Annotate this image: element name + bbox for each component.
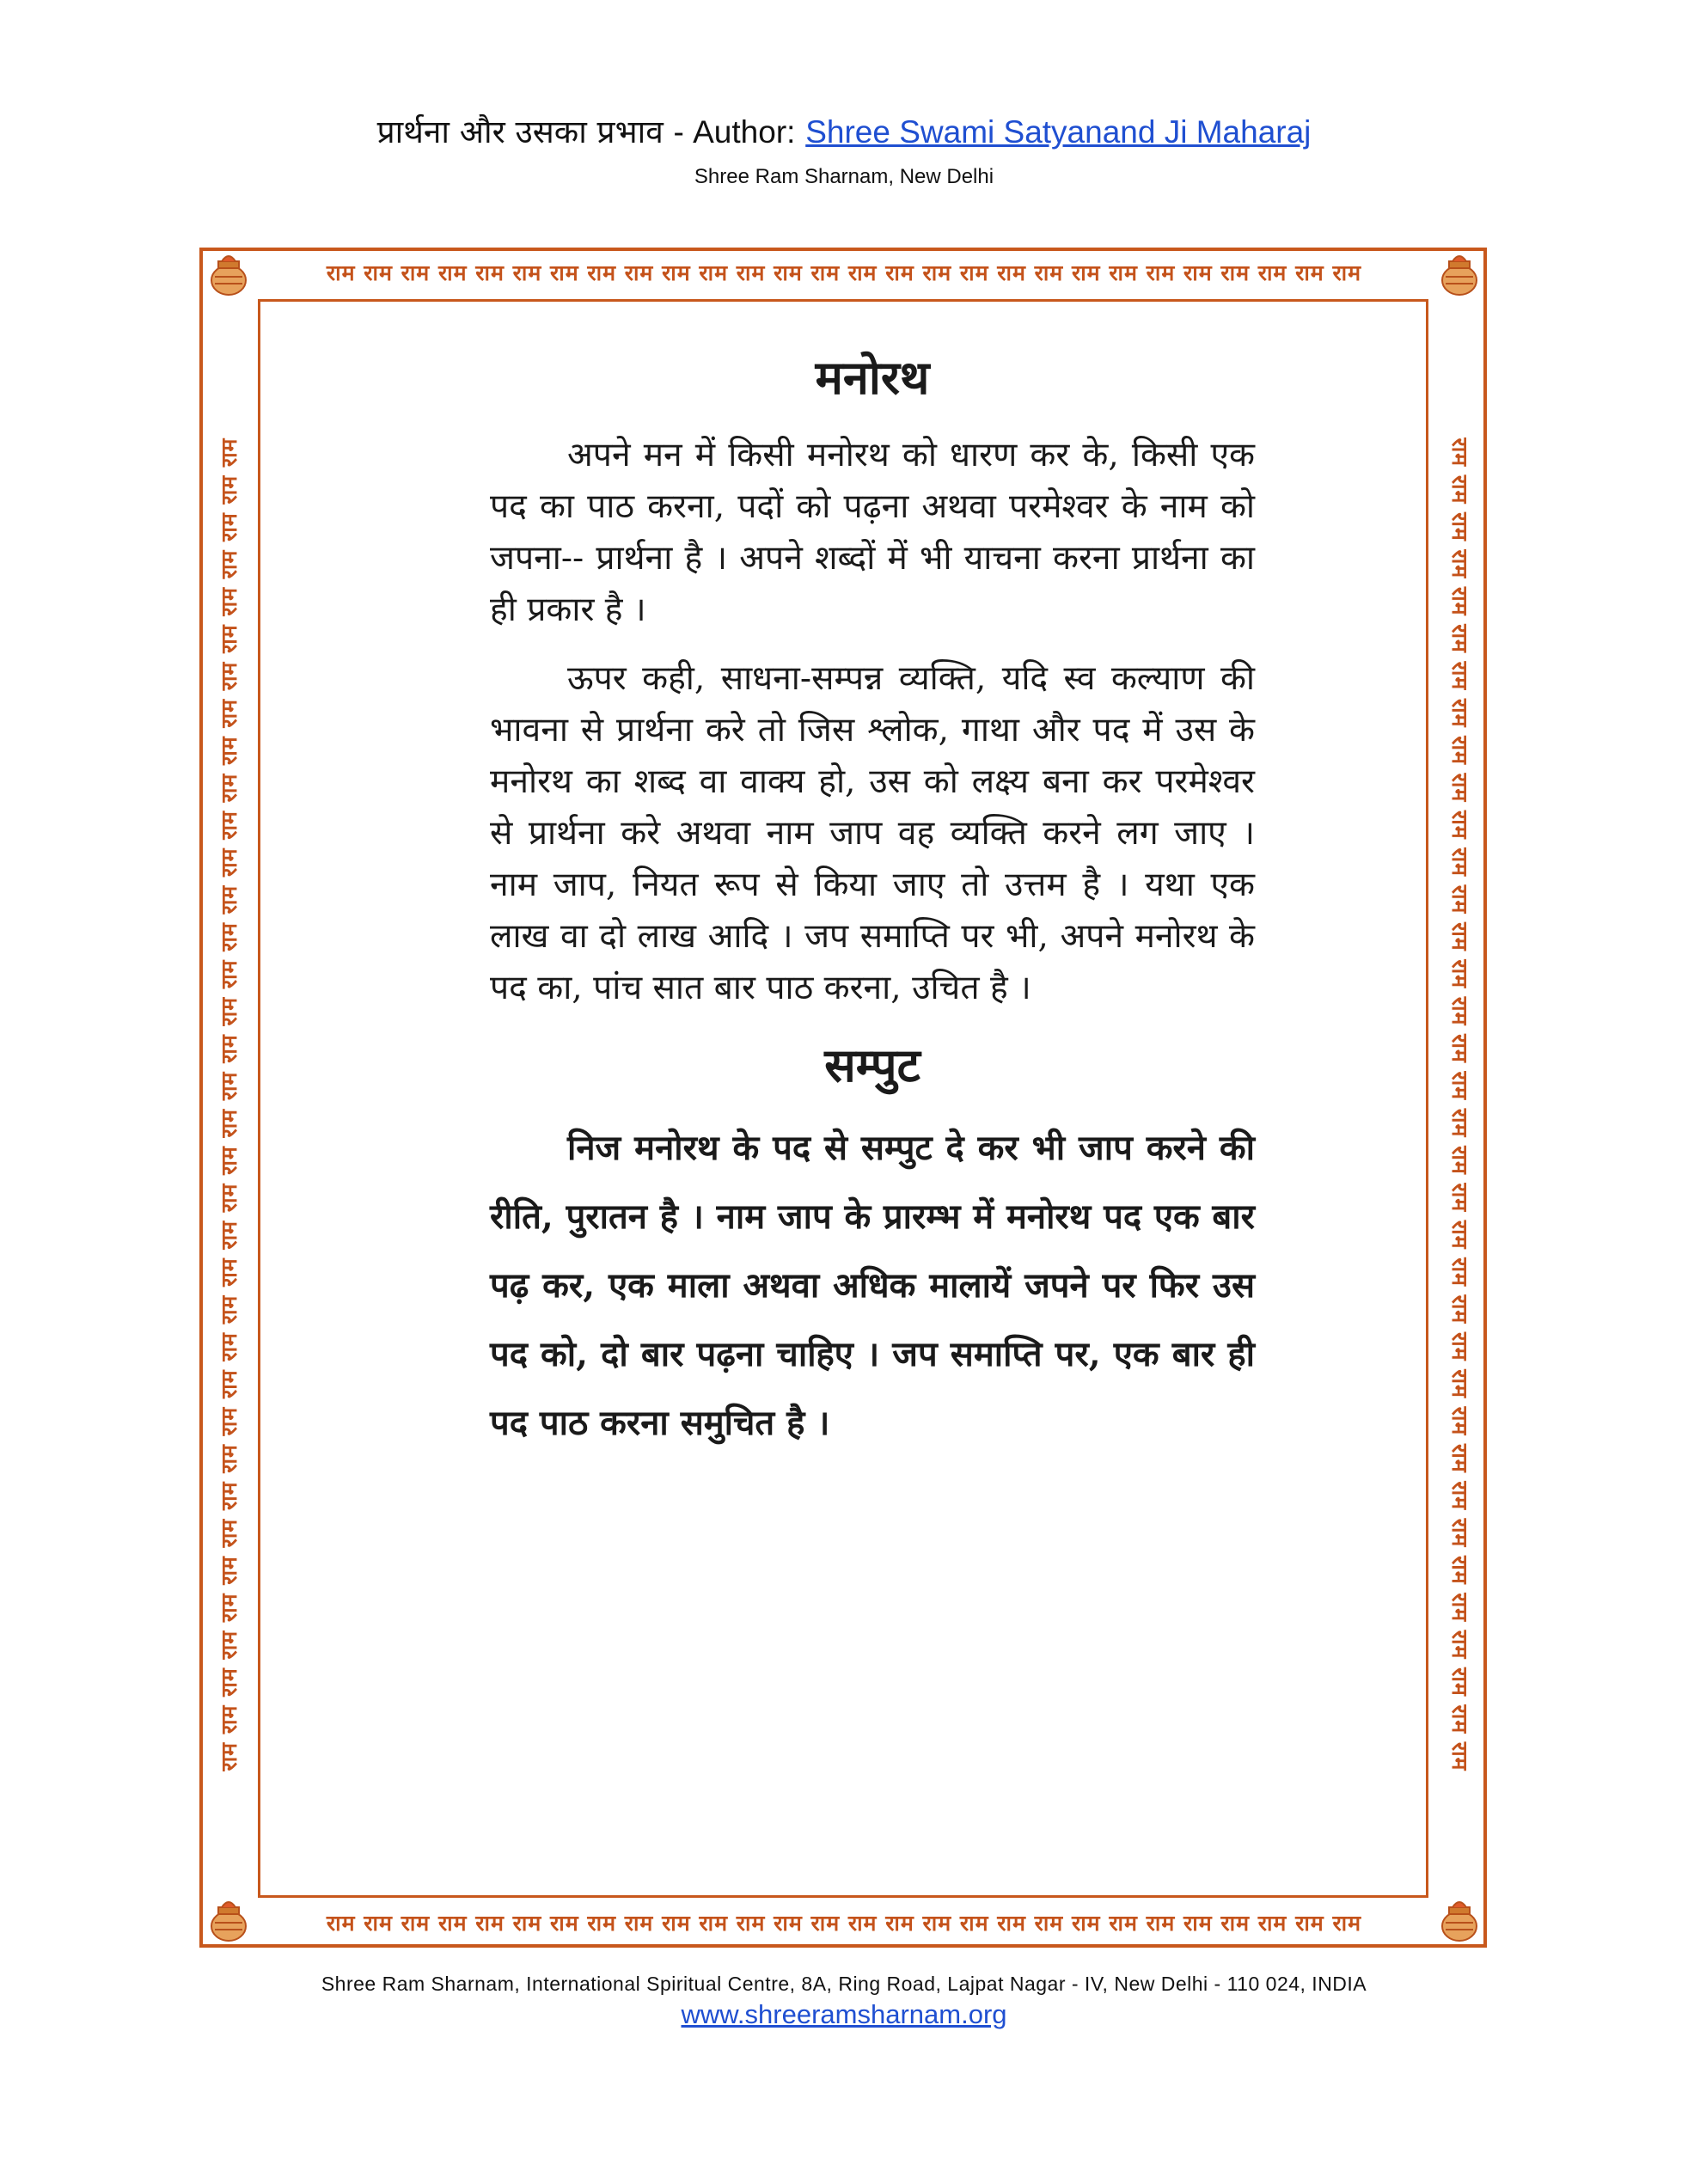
title-hindi: प्रार्थना और उसका प्रभाव — [376, 113, 664, 150]
kalash-icon — [203, 249, 254, 301]
website-link[interactable]: www.shreeramsharnam.org — [681, 1999, 1007, 2029]
paragraph-1: अपने मन में किसी मनोरथ को धारण कर के, किसी एक पद का पाठ करना, पदों को पढ़ना अथवा परमेश्वर के नाम को जपना-- प्रार्थना है । अपने शब्दों में भी याचना करना प्रार्थना का ही प्रकार है । — [490, 436, 1255, 629]
paragraph-2: ऊपर कही, साधना-सम्पन्न व्यक्ति, यदि स्व कल्याण की भावना से प्रार्थना करे तो जिस श्लोक, गाथा और पद में उस के मनोरथ का शब्द वा वाक्य हो, उस को लक्ष्य बना कर परमेश्वर से प्रार्थना करे अथवा नाम जाप वह व्यक्ति करने लग जाए । नाम जाप, नियत रूप से किया जाए तो उत्तम है । यथा एक लाख वा दो लाख आदि । जप समाप्ति पर भी, अपने मनोरथ के पद का, पांच सात बार पाठ करना, उचित है । — [490, 659, 1255, 1007]
kalash-icon — [1434, 249, 1485, 301]
border-text-right — [1436, 327, 1483, 1882]
page-footer — [0, 1973, 1688, 2030]
paragraph-3: निज मनोरथ के पद से सम्पुट दे कर भी जाप करने की रीति, पुरातन है । नाम जाप के प्रारम्भ में मनोरथ पद एक बार पढ़ कर, एक माला अथवा अधिक मालायें जपने पर फिर उस पद को, दो बार पढ़ना चाहिए । जप समाप्ति पर, एक बार ही पद पाठ करना समुचित है । — [490, 1128, 1255, 1443]
border-text-top: राम राम राम राम राम राम राम राम राम राम राम राम राम राम राम राम राम राम राम राम राम राम राम राम राम राम राम राम — [326, 260, 1362, 285]
kalash-icon — [1434, 1895, 1485, 1947]
border-text-left — [206, 327, 253, 1882]
page-header — [0, 112, 1688, 189]
section-heading-samput: सम्पुट — [824, 1037, 920, 1092]
border-text-right-label: राम राम राम राम राम राम राम राम राम राम राम राम राम राम राम राम राम राम राम राम राम राम राम राम राम राम राम राम राम राम राम राम राम राम राम राम — [1447, 437, 1472, 1771]
border-text-left-label: राम राम राम राम राम राम राम राम राम राम राम राम राम राम राम राम राम राम राम राम राम राम राम राम राम राम राम राम राम राम राम राम राम राम राम राम — [217, 437, 242, 1771]
border-text-bottom: राम राम राम राम राम राम राम राम राम राम राम राम राम राम राम राम राम राम राम राम राम राम राम राम राम राम राम राम — [326, 1911, 1362, 1936]
section-heading-manorath: मनोरथ — [815, 350, 930, 405]
kalash-icon — [203, 1895, 254, 1947]
author-prefix: - Author: — [673, 114, 796, 150]
document-title — [0, 112, 1688, 153]
author-link[interactable]: Shree Swami Satyanand Ji Maharaj — [805, 114, 1312, 150]
scripture-content — [490, 344, 1255, 1475]
header-subtitle: Shree Ram Sharnam, New Delhi — [694, 165, 994, 188]
footer-address: Shree Ram Sharnam, International Spiritual Centre, 8A, Ring Road, Lajpat Nagar - IV, New Delhi - 110 024, INDIA — [321, 1973, 1367, 1995]
